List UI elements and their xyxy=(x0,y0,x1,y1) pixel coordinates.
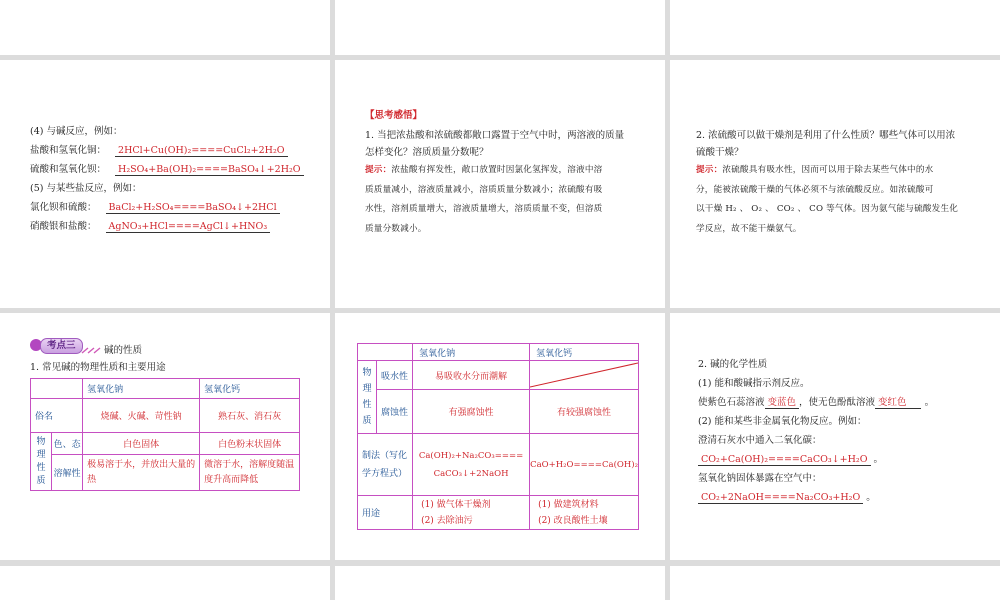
cell-naoh-color: 白色固体 xyxy=(83,433,200,455)
question-line-2: 怎样变化？溶质质量分数呢？ xyxy=(365,147,489,158)
line-hcl-cuoh xyxy=(30,143,288,158)
arrow-icon xyxy=(80,345,102,355)
answer-line: 质量分数减小。 xyxy=(365,223,427,234)
header-caoh: 氢氧化钙 xyxy=(530,344,639,361)
slide-think-q1 xyxy=(335,60,665,308)
cell-naoh-name: 烧碱、火碱、苛性钠 xyxy=(83,399,200,433)
answer: 2HCl+Cu(OH)₂====CuCl₂+2H₂O xyxy=(115,145,288,157)
use-line: (1) 做建筑材料 xyxy=(538,499,599,510)
slide-top-left xyxy=(0,0,330,55)
cell-naoh-preparation xyxy=(413,434,530,496)
slide-acid-reactions xyxy=(0,60,330,308)
think-tag: 【思考感悟】 xyxy=(365,110,423,121)
line-limewater: 澄清石灰水中通入二氧化碳： xyxy=(698,435,822,446)
slide-think-q2 xyxy=(670,60,1000,308)
answer-line: 质质量减小，溶液质量减小，溶质质量分数减小；浓硫酸有吸 xyxy=(365,184,603,195)
equation-line: CaCO₃↓+2NaOH xyxy=(433,468,509,479)
line-react-salt: (5) 与某些盐反应，例如： xyxy=(30,183,142,194)
kaodian-tag: 考点三 xyxy=(40,338,83,354)
equation-line: Ca(OH)₂+Na₂CO₃==== xyxy=(418,450,524,461)
answer-litmus: 变蓝色 xyxy=(765,397,800,409)
slide-bottom-middle xyxy=(335,566,665,600)
cell-naoh-corrosive: 有强腐蚀性 xyxy=(413,390,530,434)
cell-naoh-use xyxy=(413,496,530,530)
row-label-use: 用途 xyxy=(358,496,413,530)
line-react-base: (4) 与碱反应，例如： xyxy=(30,126,123,137)
line-limewater-eq xyxy=(698,452,883,467)
label: 盐酸和氢氧化铜： xyxy=(30,145,107,156)
row-group-physical: 物理性质 xyxy=(358,361,377,434)
line-bacl2-h2so4 xyxy=(30,200,280,215)
row-label-corrosive: 腐蚀性 xyxy=(377,390,413,434)
line-h2so4-baoh xyxy=(30,162,304,177)
row-label-common-name: 俗名 xyxy=(31,399,83,433)
base-properties-table-2 xyxy=(357,343,639,530)
line-indicator: (1) 能和酸碱指示剂反应。 xyxy=(698,378,810,389)
text: 。 xyxy=(866,492,876,503)
label: 氯化钡和硫酸： xyxy=(30,202,97,213)
section-title: 碱的性质 xyxy=(104,345,143,356)
diagonal-slash xyxy=(530,361,638,389)
label: 硫酸和氢氧化钡： xyxy=(30,164,107,175)
line-agno3-hcl xyxy=(30,219,270,234)
slide-bottom-right xyxy=(670,566,1000,600)
text: ，使无色酚酞溶液 xyxy=(799,397,876,408)
answer: AgNO₃+HCl====AgCl↓+HNO₃ xyxy=(106,221,271,233)
slide-bottom-left xyxy=(0,566,330,600)
line-title: 2. 碱的化学性质 xyxy=(698,359,768,370)
line-naoh-air: 氢氧化钠固体暴露在空气中： xyxy=(698,473,822,484)
answer-equation: CO₂+2NaOH====Na₂CO₃+H₂O xyxy=(698,492,863,504)
row-label-color-state: 色、态 xyxy=(52,433,83,455)
label: 硝酸银和盐酸： xyxy=(30,221,97,232)
cell-naoh-absorb: 易吸收水分而潮解 xyxy=(413,361,530,390)
answer-line: 浓盐酸有挥发性，敞口放置时因氯化氢挥发，溶液中溶 xyxy=(391,165,603,175)
line-indicator-answer xyxy=(698,395,934,410)
slide-base-physical xyxy=(0,313,330,560)
slide-base-table-cont xyxy=(335,313,665,560)
cell-caoh-solubility: 微溶于水，溶解度随温度升高而降低 xyxy=(200,455,300,491)
answer-block xyxy=(696,161,958,239)
cell-caoh-preparation: CaO+H₂O====Ca(OH)₂ xyxy=(530,434,639,496)
cell-caoh-use xyxy=(530,496,639,530)
hint-label: 提示： xyxy=(696,165,723,175)
slide-base-chemical xyxy=(670,313,1000,560)
cell-naoh-solubility: 极易溶于水，并放出大量的热 xyxy=(83,455,200,491)
line-nonmetal-oxide: (2) 能和某些非金属氧化物反应。例如： xyxy=(698,416,867,427)
question-line-1: 1. 当把浓盐酸和浓硫酸都敞口露置于空气中时，两溶液的质量 xyxy=(365,130,625,141)
section-subtitle: 1. 常见碱的物理性质和主要用途 xyxy=(30,362,166,373)
answer-line: 水性，溶剂质量增大，溶液质量增大，溶质质量不变，但溶质 xyxy=(365,204,603,214)
text: 。 xyxy=(924,397,935,408)
hint-label: 提示： xyxy=(365,165,392,175)
cell-caoh-absorb-na xyxy=(530,361,639,390)
use-line: (2) 去除油污 xyxy=(421,515,473,526)
row-label-preparation: 制法（写化学方程式） xyxy=(358,434,413,496)
answer-equation: CO₂+Ca(OH)₂====CaCO₃↓+H₂O xyxy=(698,454,871,466)
slide-top-right xyxy=(670,0,1000,55)
header-caoh: 氢氧化钙 xyxy=(200,379,300,399)
answer: BaCl₂+H₂SO₄====BaSO₄↓+2HCl xyxy=(106,202,280,214)
answer-line: 浓硫酸具有吸水性，因而可以用于除去某些气体中的水 xyxy=(722,165,934,175)
row-label-solubility: 溶解性 xyxy=(52,455,83,491)
question-line-2: 硫酸干燥？ xyxy=(696,147,744,158)
text: 使紫色石蕊溶液 xyxy=(698,397,765,408)
cell-caoh-color: 白色粉末状固体 xyxy=(200,433,300,455)
answer-block xyxy=(365,161,602,239)
base-properties-table xyxy=(30,378,300,491)
cell-caoh-corrosive: 有较强腐蚀性 xyxy=(530,390,639,434)
cell-caoh-name: 熟石灰、消石灰 xyxy=(200,399,300,433)
answer: H₂SO₄+Ba(OH)₂====BaSO₄↓+2H₂O xyxy=(115,164,304,176)
answer-line: 以干燥 H₂ 、 O₂ 、 CO₂ 、 CO 等气体。因为氨气能与硫酸发生化 xyxy=(696,204,959,214)
header-naoh: 氢氧化钠 xyxy=(83,379,200,399)
row-group-physical: 物理性质 xyxy=(31,433,52,491)
question-line-1: 2. 浓硫酸可以做干燥剂是利用了什么性质？哪些气体可以用浓 xyxy=(696,130,956,141)
row-label-absorb: 吸水性 xyxy=(377,361,413,390)
answer-line: 分，能被浓硫酸干燥的气体必须不与浓硫酸反应。如浓硫酸可 xyxy=(696,184,934,195)
slide-top-middle xyxy=(335,0,665,55)
use-line: (2) 改良酸性土壤 xyxy=(538,515,608,526)
answer-phenolphthalein: 变红色 xyxy=(875,397,921,409)
answer-line: 学反应，故不能干燥氨气。 xyxy=(696,223,802,234)
text: 。 xyxy=(873,454,884,465)
header-naoh: 氢氧化钠 xyxy=(413,344,530,361)
use-line: (1) 做气体干燥剂 xyxy=(421,499,491,510)
line-naoh-air-eq xyxy=(698,490,876,505)
